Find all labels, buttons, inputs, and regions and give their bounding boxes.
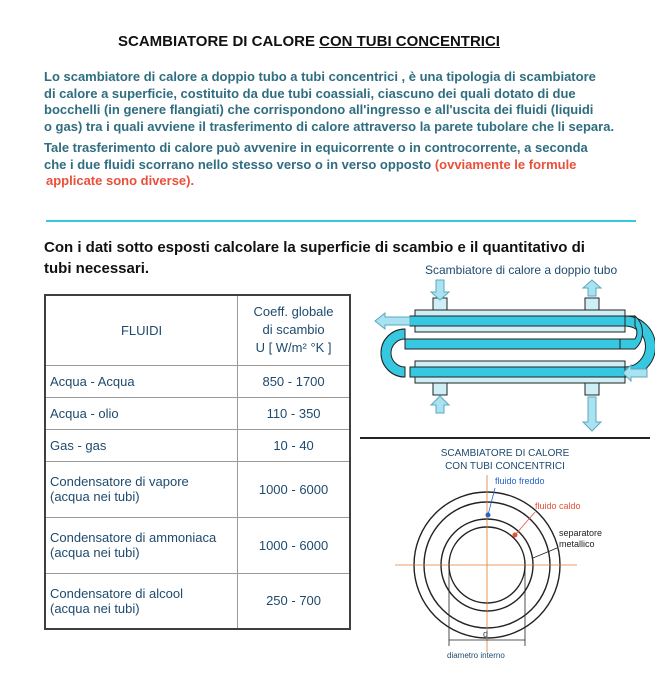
table-row xyxy=(45,517,350,573)
fluid-cell: Condensatore di vapore (acqua nei tubi) xyxy=(45,461,238,517)
inner-pipe-middle xyxy=(405,339,620,349)
flow-line: che i due fluidi scorrano nello stesso verso o in verso opposto (ovviamente le formule xyxy=(44,156,577,172)
exercise-question: Con i dati sotto esposti calcolare la superficie di scambio e il quantitativo di tubi necessari. xyxy=(44,239,585,277)
intro-line: di calore a superficie, costituito da due tubi coassiali, ciascuno dei quali dotato di due xyxy=(44,85,576,101)
diameter-label: diametro interno xyxy=(447,651,505,660)
divider xyxy=(46,220,636,222)
arrow-out-down-icon xyxy=(583,397,601,431)
nozzle-top-right xyxy=(585,298,599,310)
inner-pipe-bottom xyxy=(410,367,635,377)
fluid-cell: Gas - gas xyxy=(45,429,238,461)
header-fluids: FLUIDI xyxy=(45,295,238,365)
arrow-out-left-icon xyxy=(375,313,410,329)
cold-fluid-dot xyxy=(486,513,491,518)
flow-line: applicate sono diverse). xyxy=(46,173,195,188)
section-title-1: SCAMBIATORE DI CALORE xyxy=(440,448,570,459)
cold-fluid-label: fluido freddo xyxy=(495,476,545,486)
separator-leader xyxy=(533,548,557,558)
diagram-title: Scambiatore di calore a doppio tubo xyxy=(425,263,618,277)
table-header-row xyxy=(45,295,350,365)
separator-label-2: metallico xyxy=(559,539,595,549)
u-cell: 250 - 700 xyxy=(238,573,350,629)
section-title-2: CON TUBI CONCENTRICI xyxy=(445,461,565,472)
u-cell: 850 - 1700 xyxy=(238,365,350,397)
hot-fluid-dot xyxy=(513,533,518,538)
arrow-up-icon xyxy=(583,280,601,296)
fluid-cell: Acqua - Acqua xyxy=(45,365,238,397)
table-row xyxy=(45,365,350,397)
table-row xyxy=(45,461,350,517)
nozzle-bottom-left xyxy=(433,383,447,395)
intro-paragraph xyxy=(44,69,614,135)
page-title: SCAMBIATORE DI CALORE CON TUBI CONCENTRICI xyxy=(118,33,500,50)
u-cell: 1000 - 6000 xyxy=(238,517,350,573)
separator-label-1: separatore xyxy=(559,528,603,538)
u-bend-left xyxy=(381,329,405,377)
hot-fluid-label: fluido caldo xyxy=(535,501,581,511)
table-row xyxy=(45,429,350,461)
fluid-cell: Condensatore di ammoniaca (acqua nei tubi) xyxy=(45,517,238,573)
table-row xyxy=(45,573,350,629)
nozzle-bottom-right xyxy=(585,383,599,395)
intro-line: Lo scambiatore di calore a doppio tubo a tubi concentrici , è una tipologia di scambiatore xyxy=(44,69,596,84)
inner-pipe-top xyxy=(410,316,635,326)
coefficient-table xyxy=(44,294,351,630)
diagram-divider xyxy=(360,437,650,439)
cross-section-diagram xyxy=(355,440,655,676)
fluid-cell: Acqua - olio xyxy=(45,397,238,429)
arrow-up-bottom-icon xyxy=(431,396,449,413)
u-cell: 1000 - 6000 xyxy=(238,461,350,517)
arrow-in-icon xyxy=(431,280,449,300)
flow-paragraph xyxy=(44,140,588,190)
d-label: d xyxy=(483,629,489,639)
flow-line: Tale trasferimento di calore può avvenire in equicorrente o in controcorrente, a seconda xyxy=(44,140,588,155)
fluid-cell: Condensatore di alcool (acqua nei tubi) xyxy=(45,573,238,629)
double-pipe-diagram xyxy=(355,258,655,436)
u-cell: 10 - 40 xyxy=(238,429,350,461)
table-row xyxy=(45,397,350,429)
intro-line: o gas) tra i quali avviene il trasferimento di calore attraverso la parete tubolare che li separa. xyxy=(44,118,615,134)
u-cell: 110 - 350 xyxy=(238,397,350,429)
intro-line: bocchelli (in genere flangiati) che corrispondono all'ingresso e all'uscita dei fluidi (liquidi xyxy=(44,102,594,117)
header-coefficient: Coeff. globale di scambio U [ W/m² °K ] xyxy=(238,295,350,365)
formula-note: (ovviamente le formule xyxy=(434,156,577,172)
formula-note-cont: applicate sono diverse) xyxy=(46,173,191,188)
